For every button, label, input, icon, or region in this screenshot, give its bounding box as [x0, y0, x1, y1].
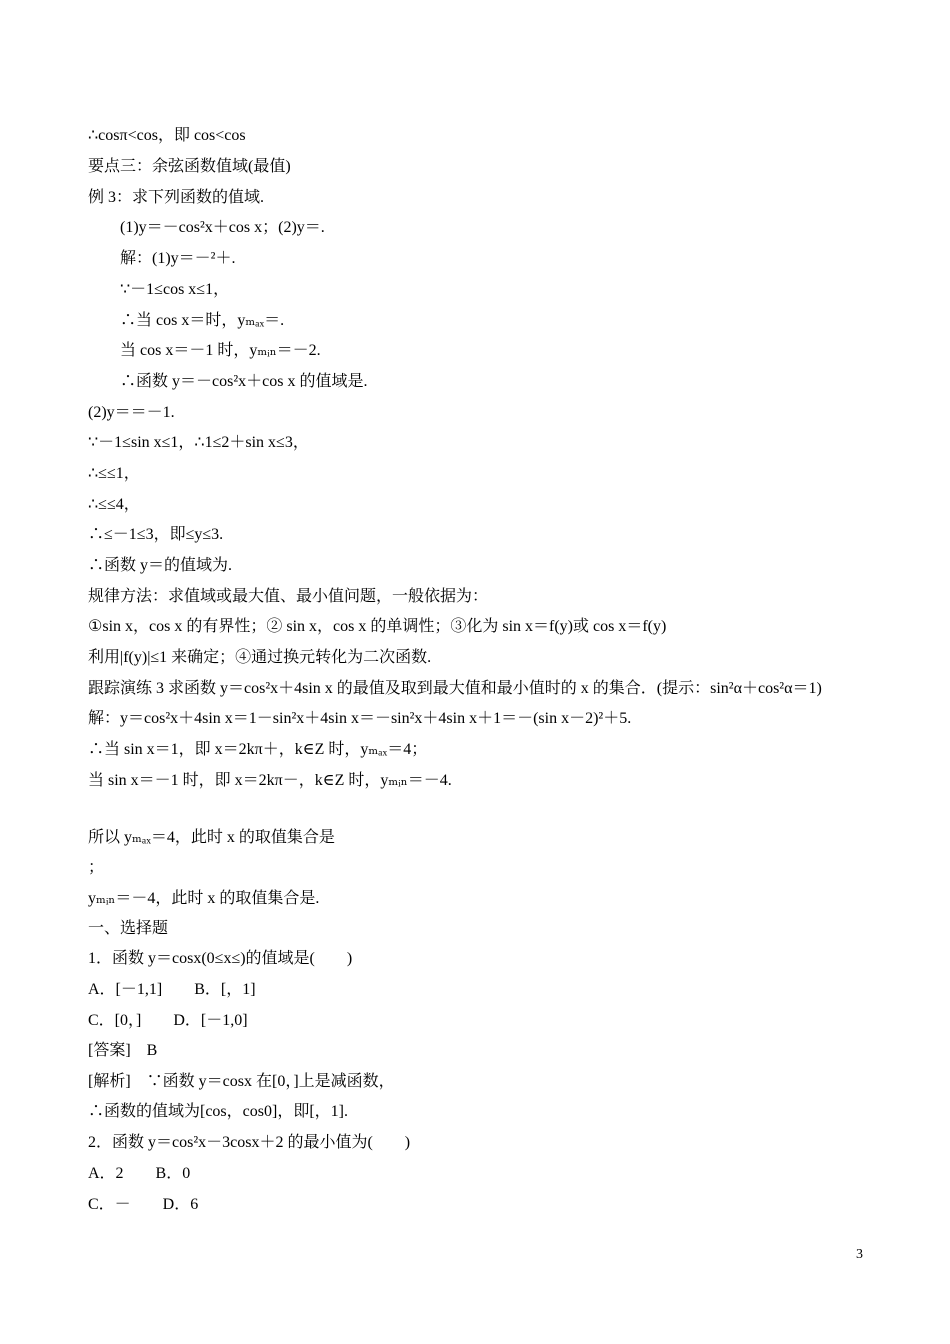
text-line: ∵－1≤cos x≤1， [120, 281, 230, 298]
question-1: 1．函数 y＝cosx(0≤x≤)的值域是( ) [88, 950, 353, 967]
method-heading: 规律方法：求值域或最大值、最小值问题，一般依据为： [88, 588, 489, 605]
text-line: 利用|f(y)|≤1 来确定；④通过换元转化为二次函数. [88, 649, 432, 666]
text-line: ∴cosπ<cos，即 cos<cos [88, 127, 246, 144]
analysis: [解析] ∵函数 y＝cosx 在[0，]上是减函数， [88, 1073, 395, 1090]
exercise-heading: 跟踪演练 3 求函数 y＝cos²x＋4sin x 的最值及取到最大值和最小值时的 x 的集合．(提示：sin²α＋cos²α＝1) [88, 680, 822, 697]
text-line: ； [88, 859, 105, 876]
text-line: ∴≤≤4， [88, 496, 140, 513]
question-1-options-cd: C．[0，] D．[－1,0] [88, 1012, 248, 1029]
text-line: ∴函数的值域为[cos，cos0]，即[，1]. [88, 1103, 348, 1120]
text-line: yₘᵢₙ＝－4，此时 x 的取值集合是. [88, 890, 320, 907]
answer: [答案] B [88, 1042, 158, 1059]
text-line: (2)y＝＝－1. [88, 404, 175, 421]
text-line: 解：(1)y＝－²＋. [120, 250, 236, 267]
text-line: 所以 yₘₐₓ＝4，此时 x 的取值集合是 [88, 829, 335, 846]
text-line: (1)y＝－cos²x＋cos x；(2)y＝. [120, 219, 325, 236]
text-line: ∴当 cos x＝时，yₘₐₓ＝. [120, 312, 285, 329]
example-heading: 例 3：求下列函数的值域. [88, 189, 265, 206]
question-2-options-ab: A．2 B．0 [88, 1165, 191, 1182]
text-line: ∴≤≤1， [88, 465, 140, 482]
question-1-options-ab: A．[－1,1] B．[，1] [88, 981, 256, 998]
text-line: 解：y＝cos²x＋4sin x＝1－sin²x＋4sin x＝－sin²x＋4sin x＋1＝－(sin x－2)²＋5. [88, 710, 632, 727]
text-line: 当 sin x＝－1 时，即 x＝2kπ－，k∈Z 时，yₘᵢₙ＝－4. [88, 772, 452, 789]
text-line: ①sin x，cos x 的有界性；② sin x，cos x 的单调性；③化为 sin x＝f(y)或 cos x＝f(y) [88, 618, 667, 635]
text-line: ∴≤－1≤3，即≤y≤3. [88, 526, 224, 543]
text-line: ∴当 sin x＝1，即 x＝2kπ＋，k∈Z 时，yₘₐₓ＝4； [88, 741, 428, 758]
page-number: 3 [856, 1247, 863, 1262]
text-line: 当 cos x＝－1 时，yₘᵢₙ＝－2. [120, 342, 321, 359]
text-line: ∴函数 y＝的值域为. [88, 557, 233, 574]
text-line: ∴函数 y＝－cos²x＋cos x 的值域是. [120, 373, 368, 390]
text-line: ∵－1≤sin x≤1，∴1≤2＋sin x≤3， [88, 434, 309, 451]
section-heading: 一、选择题 [88, 920, 169, 937]
question-2: 2．函数 y＝cos²x－3cosx＋2 的最小值为( ) [88, 1134, 411, 1151]
question-2-options-cd: C．－ D．6 [88, 1196, 199, 1213]
section-heading: 要点三：余弦函数值域(最值) [88, 158, 291, 175]
